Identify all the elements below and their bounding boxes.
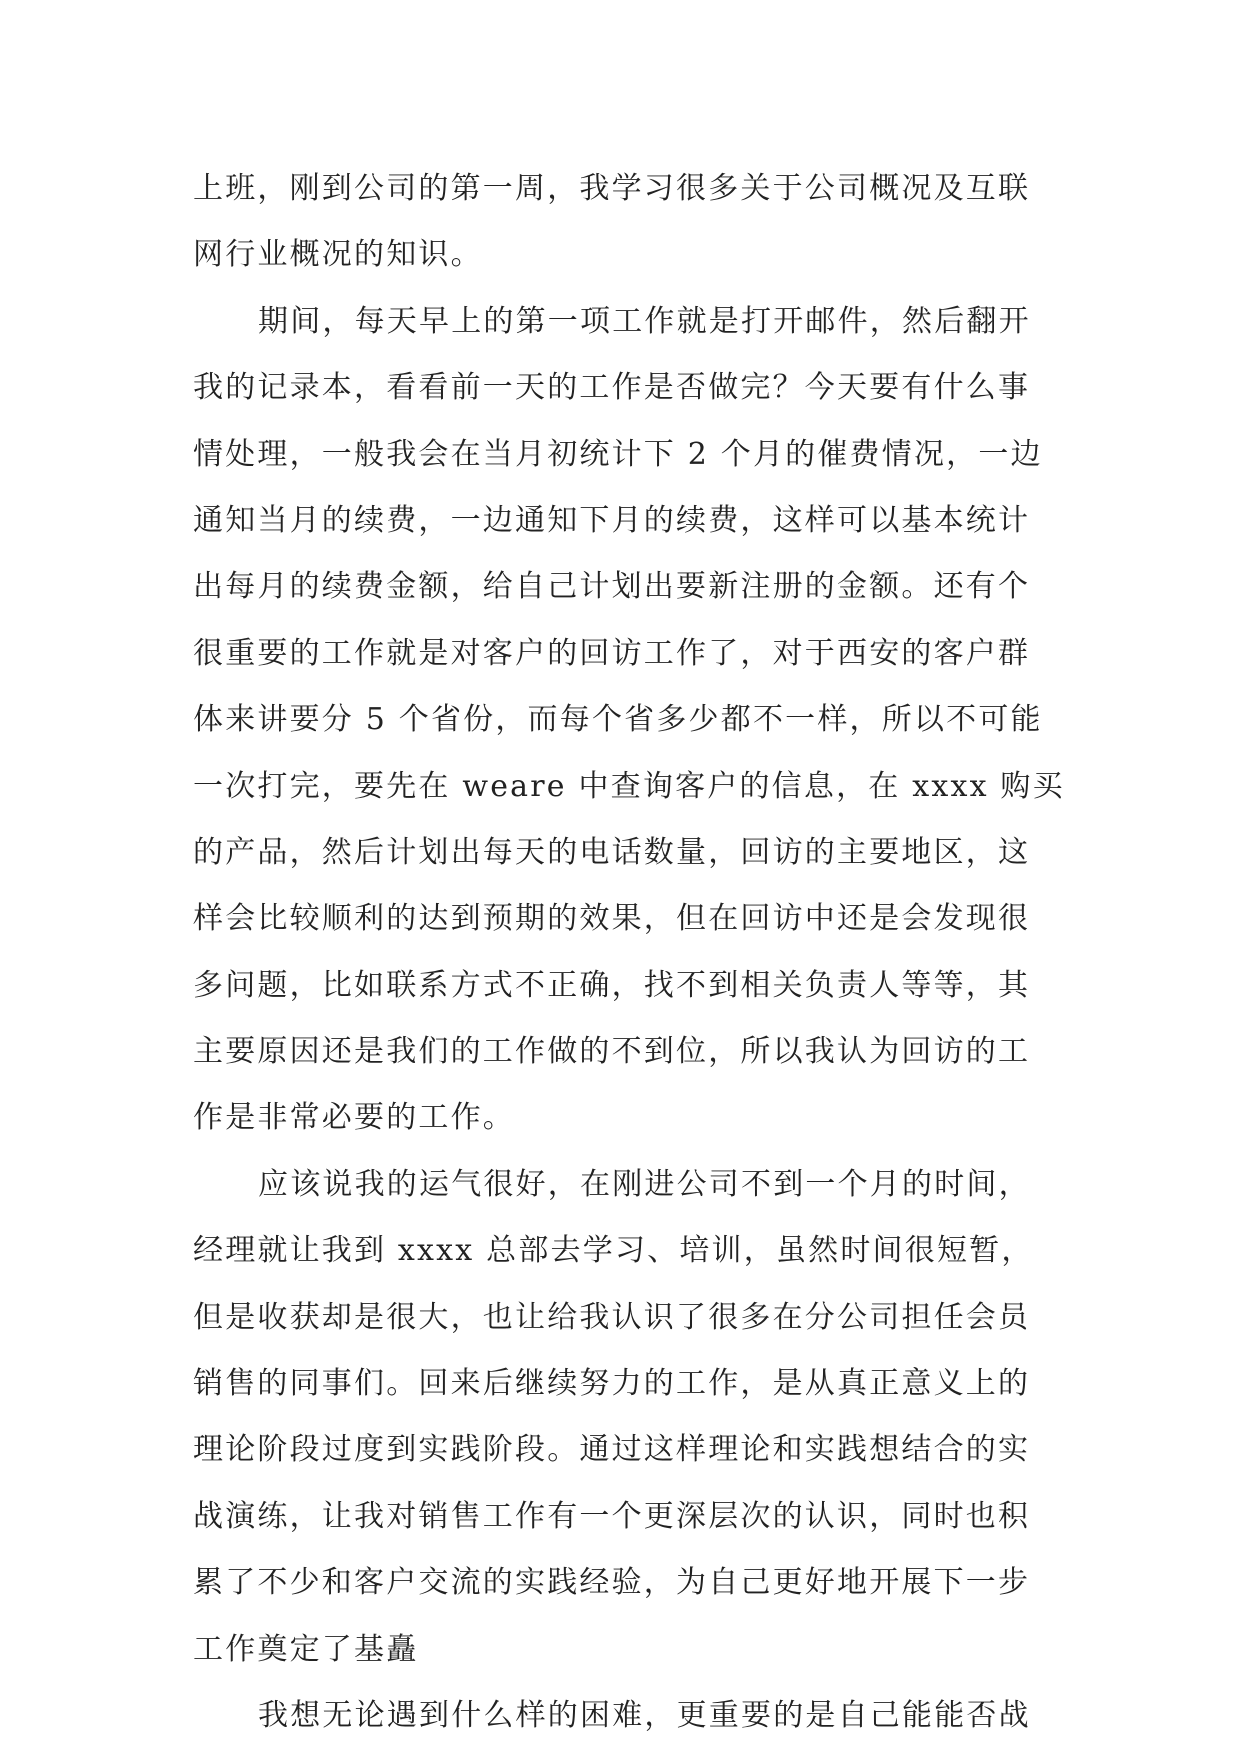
paragraph	[193, 289, 1073, 1152]
text-line: 工作奠定了基矗	[193, 1631, 419, 1667]
text-line: 作是非常必要的工作。	[193, 1100, 515, 1136]
text-line: 网行业概况的知识。	[193, 237, 483, 273]
text-line: 主要原因还是我们的工作做的不到位，所以我认为回访的工	[193, 1034, 1031, 1070]
paragraph	[193, 1152, 1073, 1683]
text-line: 我的记录本，看看前一天的工作是否做完？今天要有什么事	[193, 370, 1031, 406]
text-line: 战演练，让我对销售工作有一个更深层次的认识，同时也积	[193, 1498, 1031, 1534]
paragraph	[193, 156, 1073, 289]
document-body	[193, 156, 1073, 1749]
text-line: 经理就让我到 xxxx 总部去学习、培训，虽然时间很短暂，	[193, 1233, 1034, 1269]
text-line: 我想无论遇到什么样的困难，更重要的是自己能能否战	[258, 1697, 1031, 1733]
text-line: 但是收获却是很大，也让给我认识了很多在分公司担任会员	[193, 1299, 1031, 1335]
text-line: 理论阶段过度到实践阶段。通过这样理论和实践想结合的实	[193, 1432, 1031, 1468]
text-line: 多问题，比如联系方式不正确，找不到相关负责人等等，其	[193, 967, 1031, 1003]
paragraph	[193, 1683, 1073, 1749]
text-line: 很重要的工作就是对客户的回访工作了，对于西安的客户群	[193, 635, 1031, 671]
text-line: 期间，每天早上的第一项工作就是打开邮件，然后翻开	[258, 303, 1031, 339]
text-line: 情处理，一般我会在当月初统计下 2 个月的催费情况，一边	[193, 436, 1043, 472]
text-line: 销售的同事们。回来后继续努力的工作，是从真正意义上的	[193, 1366, 1031, 1402]
text-line: 通知当月的续费，一边通知下月的续费，这样可以基本统计	[193, 502, 1031, 538]
text-line: 的产品，然后计划出每天的电话数量，回访的主要地区，这	[193, 834, 1031, 870]
text-line: 样会比较顺利的达到预期的效果，但在回访中还是会发现很	[193, 901, 1031, 937]
text-line: 应该说我的运气很好，在刚进公司不到一个月的时间，	[258, 1166, 1031, 1202]
text-line: 出每月的续费金额，给自己计划出要新注册的金额。还有个	[193, 569, 1031, 605]
text-line: 累了不少和客户交流的实践经验，为自己更好地开展下一步	[193, 1565, 1031, 1601]
text-line: 体来讲要分 5 个省份，而每个省多少都不一样，所以不可能	[193, 702, 1043, 738]
text-line: 上班，刚到公司的第一周，我学习很多关于公司概况及互联	[193, 171, 1031, 206]
text-line: 一次打完，要先在 weare 中查询客户的信息，在 xxxx 购买	[193, 768, 1065, 804]
